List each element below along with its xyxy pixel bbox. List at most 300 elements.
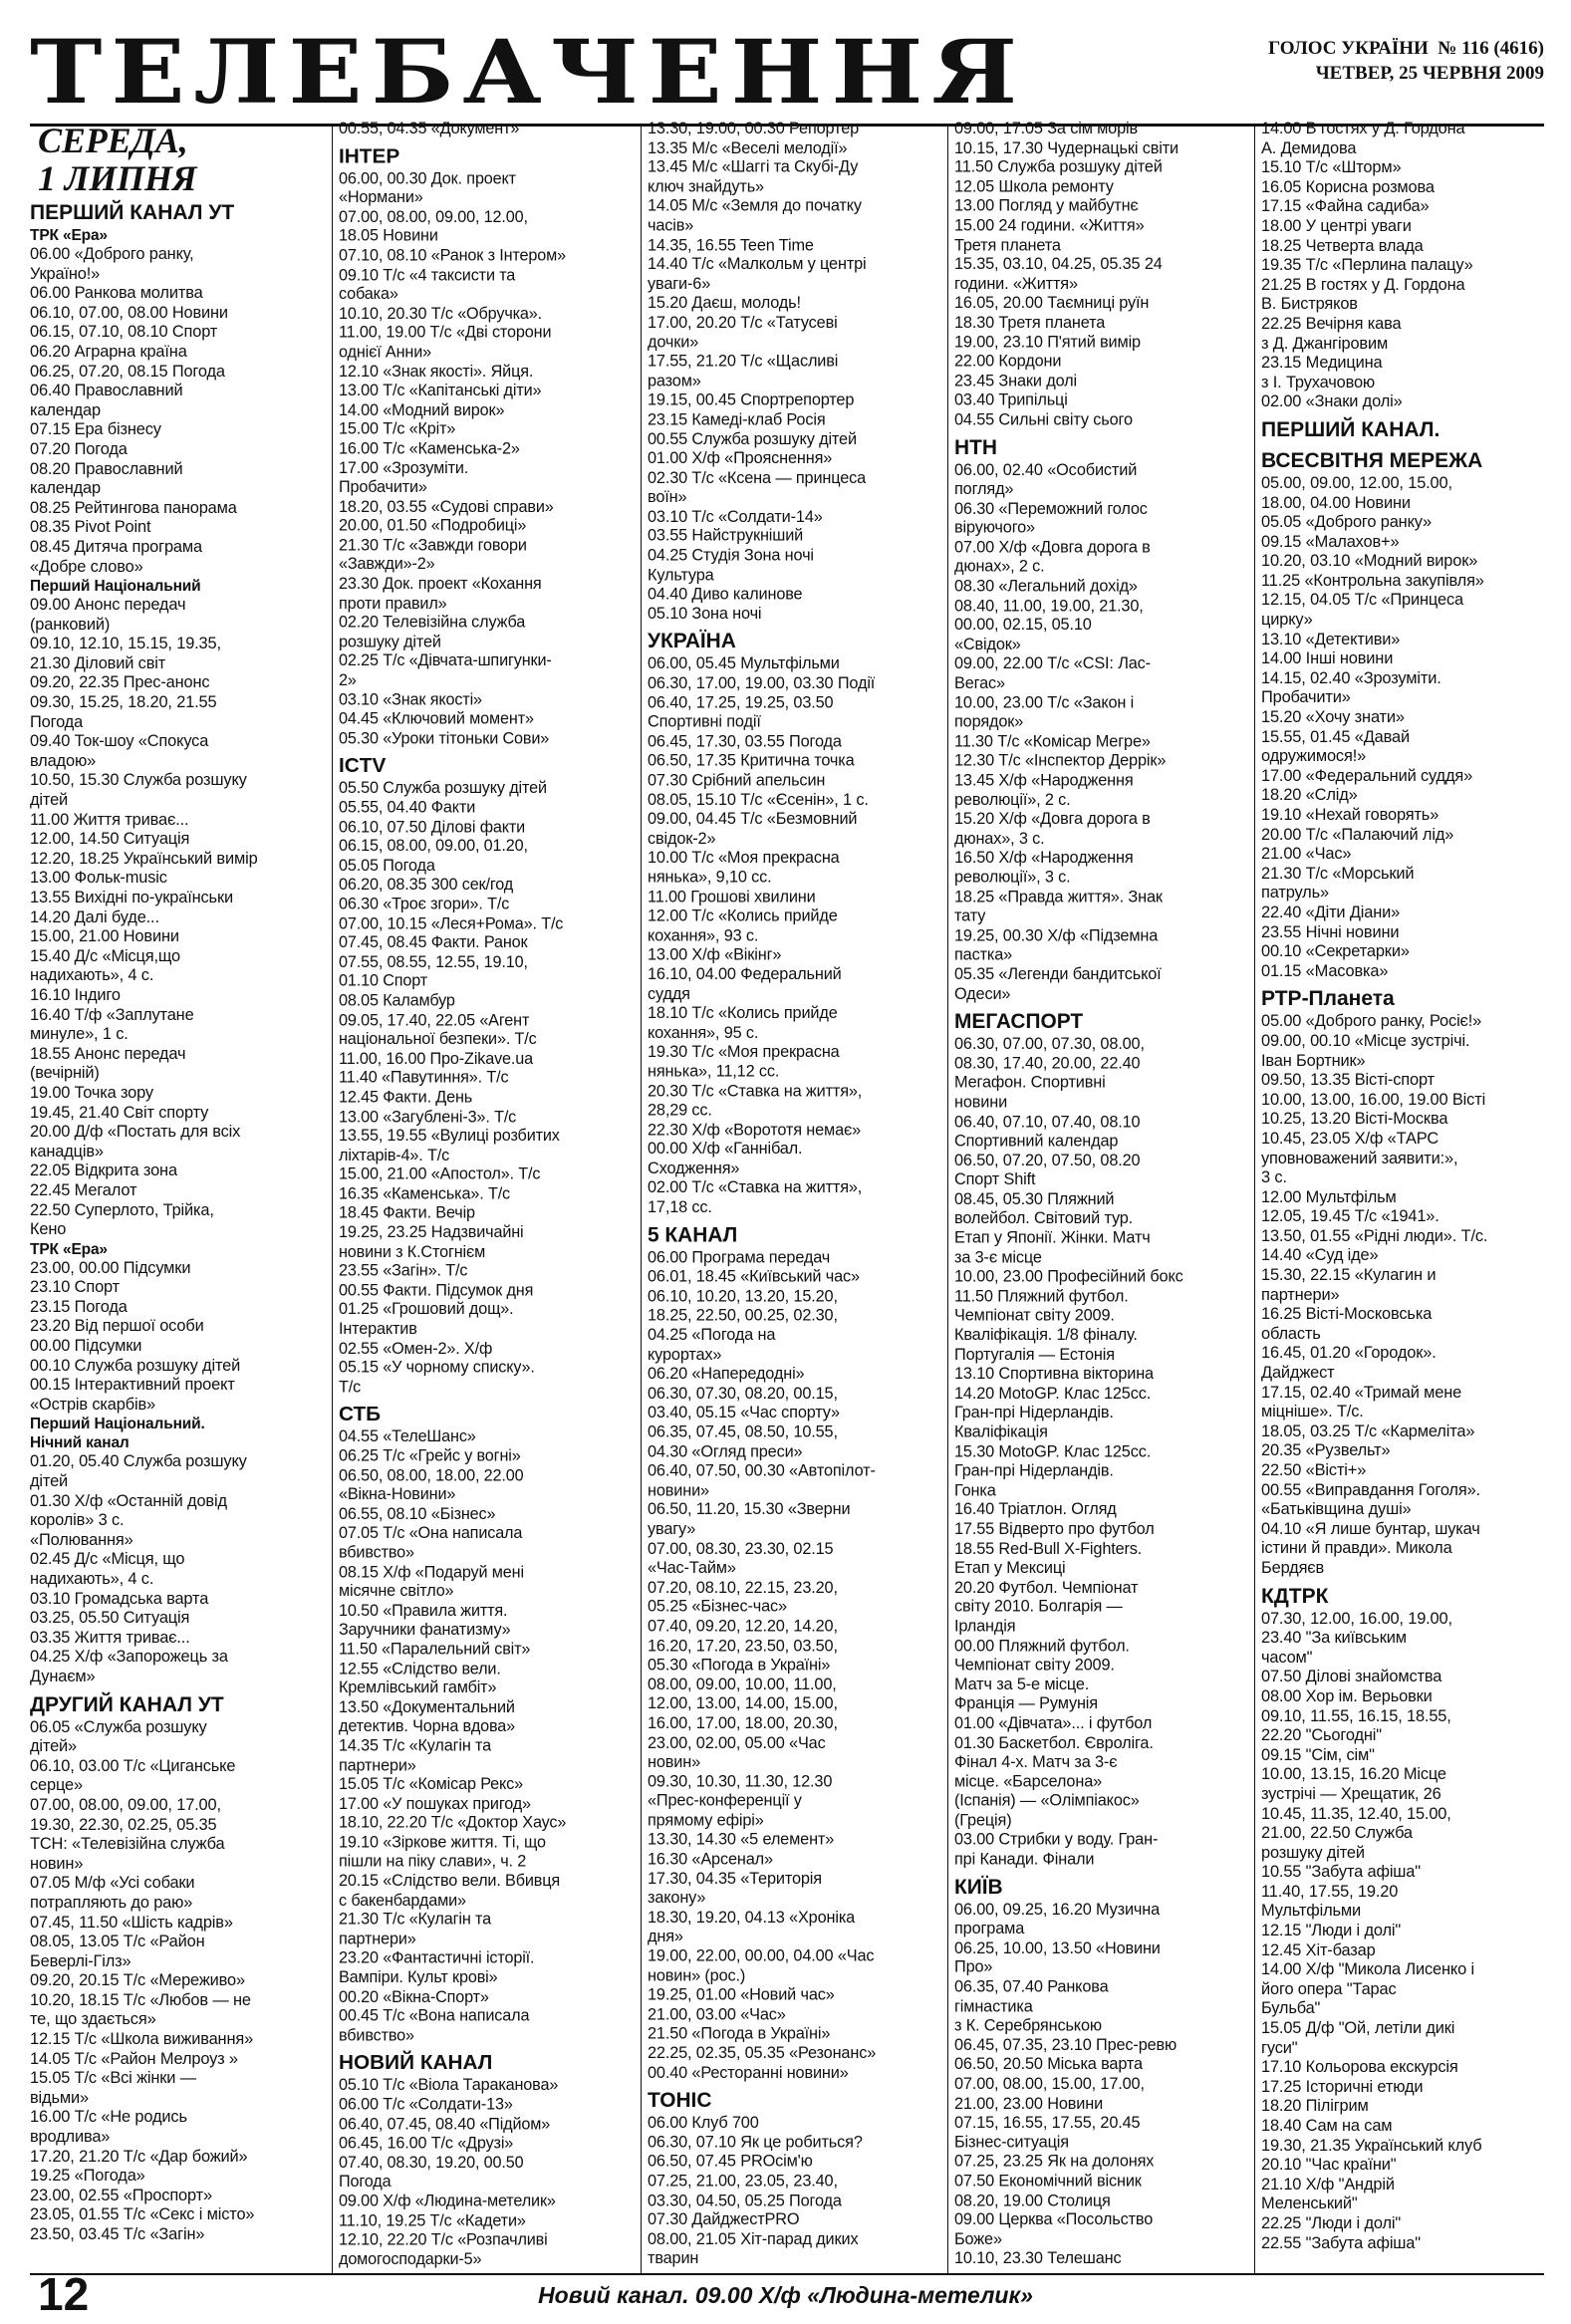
programme-entry: 06.50, 07.45 PROсім'ю: [648, 2153, 813, 2171]
programme-entry: Мультфільми: [1261, 1902, 1362, 1921]
programme-entry: 06.30, 17.00, 19.00, 03.30 Події: [648, 673, 876, 692]
programme-entry: 22.50 «Вісті+»: [1261, 1461, 1367, 1479]
programme-entry: 13.10 «Детективи»: [1261, 630, 1401, 648]
programme-entry: партнери»: [339, 1755, 416, 1774]
programme-entry: 13.50 «Документальний: [339, 1697, 515, 1716]
programme-entry: 23.45 Знаки долі: [954, 372, 1077, 390]
programme-entry: 06.40, 07.45, 08.40 «Підйом»: [339, 2115, 551, 2134]
programme-entry: 17.00 «Зрозуміти.: [339, 458, 469, 477]
programme-entry: 23.15 Погода: [30, 1297, 128, 1316]
programme-entry: 15.30, 22.15 «Кулагин и: [1261, 1266, 1437, 1285]
programme-entry: 07.45, 08.45 Факти. Ранок: [339, 933, 528, 952]
programme-entry: 07.40, 08.30, 19.20, 00.50: [339, 2154, 524, 2172]
programme-entry: Погода: [339, 2173, 392, 2192]
programme-entry: 18.25 Четверта влада: [1261, 236, 1424, 255]
programme-entry: 08.00, 09.00, 10.00, 11.00,: [648, 1676, 837, 1693]
channel-heading: УКРАЇНА: [648, 630, 736, 653]
programme-entry: 22.05 Відкрита зона: [30, 1162, 177, 1180]
programme-entry: 07.05 Т/с «Она написала: [339, 1524, 523, 1543]
programme-entry: 28,29 сс.: [648, 1101, 712, 1120]
programme-entry: 17.00 «Федеральний суддя»: [1261, 766, 1473, 785]
footer-promo: Новий канал. 09.00 Х/ф «Людина-метелик»: [538, 2282, 1033, 2308]
programme-entry: потрапляють до раю»: [30, 1893, 193, 1912]
programme-entry: 23.40 "За київським: [1261, 1629, 1407, 1648]
issue-info: [1268, 36, 1544, 86]
programme-entry: 02.00 «Знаки долі»: [1261, 392, 1403, 411]
programme-entry: 19.25, 00.30 Х/ф «Підземна: [954, 926, 1159, 945]
programme-entry: 03.40, 05.15 «Час спорту»: [648, 1404, 840, 1422]
programme-entry: 07.00, 08.30, 23.30, 02.15: [648, 1539, 834, 1558]
programme-entry: 06.30, 07.10 Як це робиться?: [648, 2133, 863, 2152]
programme-entry: 06.01, 18.45 «Київський час»: [648, 1267, 860, 1286]
programme-entry: Пробачити»: [1261, 688, 1351, 707]
programme-entry: детектив. Чорна вдова»: [339, 1717, 516, 1736]
programme-entry: пішли на піку слави», ч. 2: [339, 1852, 527, 1871]
listing-column-3: [648, 120, 938, 2269]
programme-entry: Спортивні події: [648, 712, 761, 731]
programme-entry: 00.40 «Ресторанні новини»: [648, 2063, 849, 2082]
programme-entry: Кено: [30, 1220, 67, 1239]
programme-entry: 15.05 Д/ф "Ой, летіли дикі: [1261, 2019, 1455, 2038]
programme-entry: 18.55 Red-Bull X-Fighters.: [954, 1539, 1143, 1558]
programme-entry: цирку»: [1261, 611, 1313, 630]
programme-entry: 12.45 Хіт-базар: [1261, 1940, 1376, 1959]
channel-heading: КИЇВ: [954, 1875, 1003, 1899]
programme-entry: А. Демидова: [1261, 138, 1357, 157]
programme-entry: 07.20 Погода: [30, 439, 128, 458]
programme-entry: 22.20 "Сьогодні": [1261, 1726, 1382, 1745]
programme-entry: 10.00, 23.00 Професійний бокс: [954, 1267, 1183, 1286]
programme-entry: 07.30 ДайджестPRO: [648, 2210, 800, 2229]
programme-entry: 06.25, 10.00, 13.50 «Новини: [954, 1938, 1161, 1957]
programme-entry: 12.00, 13.00, 14.00, 15.00,: [648, 1694, 838, 1713]
programme-entry: 20.15 «Слідство вели. Вбивця: [339, 1872, 560, 1891]
programme-entry: минуле», 1 с.: [30, 1025, 129, 1044]
programme-entry: 15.00, 21.00 «Апостол». Т/с: [339, 1165, 541, 1183]
programme-entry: 19.30, 22.30, 02.25, 05.35: [30, 1815, 217, 1834]
programme-entry: 11.00 Життя триває...: [30, 810, 189, 829]
programme-entry: вбивство»: [339, 1543, 414, 1562]
programme-entry: 11.40, 17.55, 19.20: [1261, 1882, 1399, 1901]
programme-entry: владою»: [30, 751, 97, 770]
programme-entry: нянька», 9,10 сс.: [648, 868, 772, 887]
programme-entry: 13.35 М/с «Веселі мелодії»: [648, 138, 848, 157]
programme-entry: 17.15 «Файна садиба»: [1261, 197, 1430, 216]
programme-entry: 21.25 В гостях у Д. Гордона: [1261, 275, 1465, 294]
programme-entry: 02.20 Телевізійна служба: [339, 613, 526, 632]
programme-entry: 13.50, 01.55 «Рідні люди». Т/с.: [1261, 1226, 1488, 1245]
programme-entry: «Час-Тайм»: [648, 1559, 736, 1578]
programme-entry: 18.25 «Правда життя». Знак: [954, 888, 1163, 906]
programme-entry: (вечірній): [30, 1064, 100, 1083]
programme-entry: 13.30, 14.30 «5 елемент»: [648, 1830, 835, 1849]
programme-entry: 17.00 «У пошуках пригод»: [339, 1794, 531, 1813]
programme-entry: увагу»: [648, 1520, 696, 1539]
programme-entry: партнери»: [339, 1930, 416, 1948]
programme-entry: 06.35, 07.45, 08.50, 10.55,: [648, 1422, 838, 1441]
programme-entry: світу 2010. Болгарія —: [954, 1598, 1123, 1616]
programme-entry: 22.25 "Люди і долі": [1261, 2213, 1402, 2232]
programme-entry: 12.15, 04.05 Т/с «Принцеса: [1261, 591, 1463, 610]
programme-entry: 13.00 Фольк-music: [30, 869, 167, 888]
programme-entry: Мегафон. Спортивні: [954, 1073, 1106, 1092]
programme-entry: 12.55 «Слідство вели.: [339, 1660, 501, 1678]
programme-entry: 20.00 Т/с «Палаючий лід»: [1261, 825, 1454, 844]
programme-entry: Бізнес-ситуація: [954, 2133, 1069, 2152]
programme-entry: партнери»: [1261, 1285, 1340, 1304]
programme-entry: 11.40 «Павутиння». Т/с: [339, 1069, 509, 1087]
programme-entry: 07.15, 16.55, 17.55, 20.45: [954, 2114, 1141, 2132]
programme-entry: 17.00, 20.20 Т/с «Татусеві: [648, 313, 838, 332]
programme-entry: часом": [1261, 1648, 1313, 1667]
programme-entry: 21.00, 23.00 Новини: [954, 2094, 1104, 2113]
programme-entry: 09.00 Анонс передач: [30, 596, 186, 615]
programme-entry: «Полювання»: [30, 1530, 133, 1549]
programme-entry: 05.00 «Доброго ранку, Росіє!»: [1261, 1012, 1482, 1031]
programme-entry: 23.10 Спорт: [30, 1278, 121, 1297]
subchannel-label: ТРК «Ера»: [30, 1240, 108, 1258]
programme-entry: 15.30 MotoGP. Клас 125сс.: [954, 1442, 1152, 1461]
programme-entry: 05.55, 04.40 Факти: [339, 798, 476, 817]
programme-entry: 19.30 Т/с «Моя прекрасна: [648, 1043, 840, 1062]
programme-entry: Іван Бортник»: [1261, 1051, 1366, 1070]
programme-entry: патруль»: [1261, 884, 1329, 903]
programme-entry: 23.00, 00.00 Підсумки: [30, 1258, 191, 1277]
programme-entry: 00.55 «Виправдання Гоголя».: [1261, 1480, 1480, 1499]
programme-entry: 23.00, 02.00, 05.00 «Час: [648, 1733, 826, 1752]
channel-heading: НОВИЙ КАНАЛ: [339, 2051, 493, 2075]
programme-entry: Вегас»: [954, 673, 1005, 692]
programme-entry: 19.25, 23.25 Надзвичайні: [339, 1223, 524, 1242]
section-title: ТЕЛЕБАЧЕННЯ: [30, 20, 1026, 124]
programme-entry: «Добре слово»: [30, 557, 143, 576]
programme-entry: те, що здається»: [30, 2010, 156, 2029]
programme-entry: 10.45, 23.05 Х/ф «ТАРС: [1261, 1129, 1440, 1148]
programme-entry: 06.25, 07.20, 08.15 Погода: [30, 362, 225, 381]
programme-entry: уповноважений заявити:»,: [1261, 1149, 1458, 1167]
programme-entry: Гран-прі Нідерландів.: [954, 1461, 1114, 1480]
programme-entry: с бакенбардами»: [339, 1891, 466, 1910]
programme-entry: ключ знайдуть»: [648, 177, 764, 196]
programme-entry: 19.45, 21.40 Світ спорту: [30, 1103, 209, 1122]
programme-entry: 15.35, 03.10, 04.25, 05.35 24: [954, 255, 1163, 274]
footer-rule: [30, 2273, 1544, 2275]
programme-entry: 18.05 Новини: [339, 227, 438, 246]
programme-entry: 16.20, 17.20, 23.50, 03.50,: [648, 1637, 838, 1655]
programme-entry: 14.00 «Модний вирок»: [339, 400, 505, 419]
programme-entry: 10.50 «Правила життя.: [339, 1601, 508, 1620]
masthead: [30, 22, 1544, 122]
programme-entry: надихають», 4 с.: [30, 1570, 154, 1588]
programme-entry: 15.05 Т/с «Комісар Рекс»: [339, 1775, 523, 1794]
programme-entry: 17,18 сс.: [648, 1198, 712, 1216]
programme-entry: 01.10 Спорт: [339, 972, 428, 991]
programme-entry: 14.40 Т/с «Малкольм у центрі: [648, 255, 867, 274]
programme-entry: Ірландія: [954, 1617, 1016, 1636]
programme-entry: 11.00, 19.00 Т/с «Дві сторони: [339, 324, 552, 342]
programme-entry: 15.00 Т/с «Кріт»: [339, 420, 456, 438]
column-divider: [947, 124, 948, 2273]
channel-heading: КДТРК: [1261, 1584, 1329, 1608]
programme-entry: 03.10 Т/с «Солдати-14»: [648, 507, 823, 526]
listing-column-2: [339, 120, 631, 2269]
programme-entry: 06.45, 16.00 Т/с «Друзі»: [339, 2134, 514, 2153]
programme-entry: 09.30, 10.30, 11.30, 12.30: [648, 1772, 833, 1791]
programme-entry: 07.00 Х/ф «Довга дорога в: [954, 538, 1151, 557]
programme-entry: 06.10, 07.00, 08.00 Новини: [30, 303, 228, 322]
channel-heading: ПЕРШИЙ КАНАЛ.: [1261, 417, 1440, 441]
programme-entry: Сходження»: [648, 1160, 740, 1177]
programme-entry: Вампіри. Культ крові»: [339, 1968, 498, 1987]
programme-entry: 16.00, 17.00, 18.00, 20.30,: [648, 1714, 838, 1732]
programme-entry: відьми»: [30, 2088, 89, 2107]
programme-entry: закону»: [648, 1889, 706, 1908]
programme-entry: Чемпіонат світу 2009.: [954, 1656, 1115, 1675]
channel-heading: МЕГАСПОРТ: [954, 1010, 1084, 1034]
programme-entry: Спорт Shift: [954, 1170, 1036, 1189]
programme-entry: 18.55 Анонс передач: [30, 1044, 186, 1063]
programme-entry: розшуку дітей: [339, 633, 441, 651]
programme-entry: 05.10 Зона ночі: [648, 605, 762, 624]
programme-entry: 07.10, 08.10 «Ранок з Інтером»: [339, 246, 567, 265]
programme-entry: 16.50 Х/ф «Народження: [954, 849, 1134, 868]
programme-entry: 22.30 Х/ф «Ворототя немає»: [648, 1121, 862, 1139]
programme-entry: Франція — Румунія: [954, 1694, 1098, 1713]
programme-entry: тату: [954, 906, 986, 925]
programme-entry: 08.05, 13.05 Т/с «Район: [30, 1933, 205, 1951]
programme-entry: 08.35 Pivot Point: [30, 518, 151, 537]
programme-entry: 00.10 Служба розшуку дітей: [30, 1356, 241, 1375]
programme-entry: 15.05 Т/с «Всі жінки —: [30, 2069, 196, 2088]
programme-entry: 06.00, 09.25, 16.20 Музична: [954, 1900, 1161, 1919]
programme-entry: 04.30 «Огляд преси»: [648, 1442, 803, 1461]
programme-entry: 00.00 Х/ф «Ганнібал.: [648, 1140, 803, 1159]
programme-entry: 06.50, 08.00, 18.00, 22.00: [339, 1466, 524, 1484]
programme-entry: 18.40 Сам на сам: [1261, 2117, 1393, 2135]
programme-entry: 22.00 Кордони: [954, 352, 1062, 371]
programme-entry: 09.10 Т/с «4 таксисти та: [339, 265, 516, 284]
programme-entry: з Д. Джангіровим: [1261, 334, 1389, 353]
programme-entry: 19.00, 23.10 П'ятий вимір: [954, 333, 1141, 352]
programme-entry: 08.20 Православний: [30, 459, 183, 478]
programme-entry: 09.00 Х/ф «Людина-метелик»: [339, 2192, 556, 2210]
newspaper-name: ГОЛОС УКРАЇНИ: [1268, 38, 1429, 59]
programme-entry: Боже»: [954, 2229, 1002, 2248]
programme-entry: 18.10 Т/с «Колись прийде: [648, 1004, 838, 1023]
programme-entry: новин» (рос.): [648, 1966, 746, 1985]
programme-entry: 18.20 Пілігрим: [1261, 2097, 1369, 2116]
programme-entry: 06.10, 10.20, 13.20, 15.20,: [648, 1287, 838, 1306]
programme-entry: 07.45, 11.50 «Шість кадрів»: [30, 1913, 233, 1932]
programme-entry: Інтерактив: [339, 1320, 417, 1338]
programme-entry: революції», 2 с.: [954, 790, 1071, 809]
programme-entry: Гонка: [954, 1481, 996, 1500]
programme-entry: 10.20, 03.10 «Модний вирок»: [1261, 552, 1478, 571]
programme-entry: 06.00 «Доброго ранку,: [30, 245, 194, 263]
programme-entry: 06.20, 08.35 300 сек/год: [339, 876, 514, 895]
programme-entry: 06.10, 07.50 Ділові факти: [339, 818, 526, 836]
programme-entry: 07.50 Ділові знайомства: [1261, 1668, 1442, 1686]
subchannel-label: Перший Національний.: [30, 1416, 205, 1433]
programme-entry: вродлива»: [30, 2128, 111, 2147]
programme-entry: 15.20 «Хочу знати»: [1261, 708, 1405, 727]
programme-entry: 16.05 Корисна розмова: [1261, 177, 1435, 196]
programme-entry: 16.00 Т/с «Каменська-2»: [339, 439, 520, 458]
programme-entry: пастка»: [954, 945, 1013, 964]
programme-entry: 02.25 Т/с «Дівчата-шпигунки-: [339, 651, 552, 670]
programme-entry: 06.00, 02.40 «Особистий: [954, 460, 1138, 479]
programme-entry: 23.00, 02.55 «Проспорт»: [30, 2186, 212, 2204]
issue-number: № 116 (4616): [1438, 38, 1544, 59]
newspaper-line: [1268, 36, 1544, 61]
programme-entry: 16.30 «Арсенал»: [648, 1850, 773, 1869]
programme-entry: 13.45 М/с «Шаггі та Скубі-Ду: [648, 157, 859, 176]
programme-entry: 17.15, 02.40 «Тримай мене: [1261, 1383, 1462, 1402]
programme-entry: 07.25, 23.25 Як на долонях: [954, 2153, 1155, 2171]
channel-heading: НТН: [954, 435, 997, 459]
programme-entry: 14.40 «Суд іде»: [1261, 1246, 1379, 1265]
programme-entry: 16.25 Вісті-Московська: [1261, 1305, 1433, 1324]
programme-entry: 08.05, 15.10 Т/с «Єсенін», 1 с.: [648, 790, 869, 809]
channel-heading: ДРУГИЙ КАНАЛ УТ: [30, 1692, 224, 1716]
programme-entry: 07.40, 09.20, 12.20, 14.20,: [648, 1617, 838, 1636]
programme-entry: 22.50 Суперлото, Трійка,: [30, 1200, 214, 1219]
listing-column-1: [30, 120, 325, 2245]
programme-entry: 16.45, 01.20 «Городок».: [1261, 1344, 1437, 1363]
programme-entry: 06.50, 07.20, 07.50, 08.20: [954, 1151, 1141, 1169]
column-divider: [1254, 124, 1255, 2273]
programme-entry: 06.05 «Служба розшуку: [30, 1717, 207, 1736]
programme-entry: прі Канади. Фінали: [954, 1850, 1095, 1869]
programme-entry: 09.05, 17.40, 22.05 «Агент: [339, 1010, 530, 1029]
programme-entry: 02.55 «Омен-2». Х/ф: [339, 1339, 493, 1358]
programme-entry: Пробачити»: [339, 478, 427, 497]
programme-entry: 19.30, 21.35 Український клуб: [1261, 2136, 1482, 2155]
programme-entry: 06.00 Ранкова молитва: [30, 284, 203, 303]
programme-entry: 04.10 «Я лише бунтар, шукач: [1261, 1519, 1480, 1538]
programme-entry: національної безпеки». Т/с: [339, 1030, 537, 1049]
programme-entry: Про»: [954, 1958, 993, 1977]
programme-entry: «Свідок»: [954, 635, 1021, 653]
programme-entry: 14.00 Х/ф "Микола Лисенко і: [1261, 1960, 1474, 1979]
programme-entry: 10.20, 18.15 Т/с «Любов — не: [30, 1990, 251, 2009]
programme-entry: 11.50 Пляжний футбол.: [954, 1287, 1129, 1306]
programme-entry: 02.45 Д/с «Місця, що: [30, 1550, 185, 1569]
programme-entry: 10.00, 13.00, 16.00, 19.00 Вісті: [1261, 1090, 1486, 1109]
programme-entry: 04.55 «ТелеШанс»: [339, 1427, 476, 1446]
programme-entry: кохання», 95 с.: [648, 1023, 759, 1042]
programme-entry: 18.05, 03.25 Т/с «Кармеліта»: [1261, 1421, 1475, 1440]
programme-entry: 23.55 Нічні новини: [1261, 922, 1400, 941]
programme-entry: програма: [954, 1920, 1025, 1938]
programme-entry: 15.40 Д/с «Місця,що: [30, 946, 180, 965]
programme-entry: 09.20, 20.15 Т/с «Мереживо»: [30, 1971, 245, 1990]
programme-entry: революції», 3 с.: [954, 868, 1071, 887]
day-heading: СЕРЕДА,: [38, 121, 188, 160]
programme-entry: 07.00, 08.00, 09.00, 12.00,: [339, 207, 528, 226]
programme-entry: 07.00, 08.00, 09.00, 17.00,: [30, 1795, 221, 1814]
channel-heading: ICTV: [339, 754, 387, 778]
programme-entry: 22.55 "Забута афіша": [1261, 2233, 1421, 2252]
programme-entry: Бульба": [1261, 1999, 1321, 2018]
programme-entry: 12.10 «Знак якості». Яйця.: [339, 362, 534, 381]
programme-entry: 04.55 Сильні світу сього: [954, 410, 1133, 429]
programme-entry: 11.50 «Паралельний світ»: [339, 1640, 531, 1659]
programme-entry: 20.00, 01.50 «Подробиці»: [339, 517, 527, 535]
programme-entry: волейбол. Світовий тур.: [954, 1209, 1134, 1228]
programme-entry: 01.00 Х/ф «Прояснення»: [648, 449, 833, 468]
programme-entry: розшуку дітей: [1261, 1843, 1365, 1862]
programme-entry: 21.00, 22.50 Служба: [1261, 1824, 1413, 1843]
programme-entry: ліхтарів-4». Т/с: [339, 1146, 450, 1164]
programme-entry: 21.50 «Погода в Україні»: [648, 2024, 831, 2043]
programme-entry: 06.50, 20.50 Міська варта: [954, 2055, 1143, 2074]
programme-entry: з К. Серебрянською: [954, 2016, 1102, 2035]
programme-entry: 05.05 Погода: [339, 856, 435, 875]
programme-entry: дня»: [648, 1928, 683, 1946]
programme-entry: 09.10, 11.55, 16.15, 18.55,: [1261, 1706, 1451, 1725]
programme-entry: 12.00 Т/с «Колись прийде: [648, 906, 838, 925]
channel-heading: 5 КАНАЛ: [648, 1223, 738, 1247]
subchannel-label: ТРК «Ера»: [30, 227, 108, 244]
programme-entry: 18.20, 03.55 «Судові справи»: [339, 497, 554, 516]
programme-entry: дітей»: [30, 1737, 78, 1756]
programme-entry: 11.00, 16.00 Про-Zikave.ua: [339, 1049, 534, 1068]
programme-entry: 07.00, 10.15 «Леся+Рома». Т/с: [339, 914, 564, 932]
programme-entry: 09.50, 13.35 Вісті-спорт: [1261, 1071, 1435, 1090]
programme-entry: 08.05 Каламбур: [339, 991, 455, 1010]
programme-entry: 03.30, 04.50, 05.25 Погода: [648, 2191, 842, 2209]
programme-entry: 20.00 Д/ф «Постать для всіх: [30, 1123, 241, 1142]
programme-entry: (Іспанія) — «Олімпіакос»: [954, 1791, 1140, 1810]
programme-entry: свідок-2»: [648, 829, 716, 848]
programme-entry: 14.05 М/с «Земля до початку: [648, 196, 862, 215]
issue-date: ЧЕТВЕР, 25 ЧЕРВНЯ 2009: [1315, 63, 1544, 84]
programme-entry: 10.00, 23.00 Т/с «Закон і: [954, 693, 1135, 712]
programme-entry: ТСН: «Телевізійна служба: [30, 1835, 225, 1854]
programme-entry: 10.15, 17.30 Чудернацькі світи: [954, 138, 1178, 157]
programme-entry: 06.00 Програма передач: [648, 1248, 831, 1267]
programme-entry: 08.30, 17.40, 20.00, 22.40: [954, 1054, 1141, 1073]
programme-entry: 00.45 Т/с «Вона написала: [339, 2007, 530, 2025]
programme-entry: Меленський": [1261, 2195, 1358, 2213]
programme-entry: тварин: [648, 2249, 699, 2268]
programme-entry: прямому ефірі»: [648, 1811, 764, 1830]
programme-entry: 11.25 «Контрольна закупівля»: [1261, 571, 1484, 590]
programme-entry: 00.55 Факти. Підсумок дня: [339, 1281, 534, 1300]
programme-entry: 01.25 «Грошовий дощ».: [339, 1300, 514, 1319]
programme-entry: гімнастика: [954, 1997, 1033, 2016]
programme-entry: Чемпіонат світу 2009.: [954, 1306, 1115, 1325]
programme-entry: новини»: [648, 1481, 709, 1500]
programme-entry: 00.20 «Вікна-Спорт»: [339, 1987, 489, 2006]
programme-entry: 08.25 Рейтингова панорама: [30, 498, 237, 517]
subchannel-label: Нічний канал: [30, 1434, 130, 1452]
programme-entry: 00.15 Інтерактивний проект: [30, 1376, 235, 1395]
programme-entry: 17.30, 04.35 «Територія: [648, 1869, 822, 1888]
programme-entry: 01.30 Х/ф «Останній довід: [30, 1491, 227, 1510]
programme-entry: «Батьківщина душі»: [1261, 1500, 1412, 1519]
programme-entry: 07.55, 08.55, 12.55, 19.10,: [339, 952, 528, 971]
programme-entry: 14.00 Інші новини: [1261, 649, 1394, 668]
programme-entry: 10.55 "Забута афіша": [1261, 1863, 1421, 1882]
programme-entry: 14.35 Т/с «Кулагін та: [339, 1736, 491, 1755]
programme-entry: «Острів скарбів»: [30, 1395, 155, 1414]
programme-entry: Етап у Мексиці: [954, 1559, 1066, 1578]
programme-entry: 07.15 Ера бізнесу: [30, 420, 161, 439]
programme-entry: 21.30 Т/с «Завжди говори: [339, 536, 527, 555]
programme-entry: 10.00 Т/с «Моя прекрасна: [648, 849, 840, 868]
